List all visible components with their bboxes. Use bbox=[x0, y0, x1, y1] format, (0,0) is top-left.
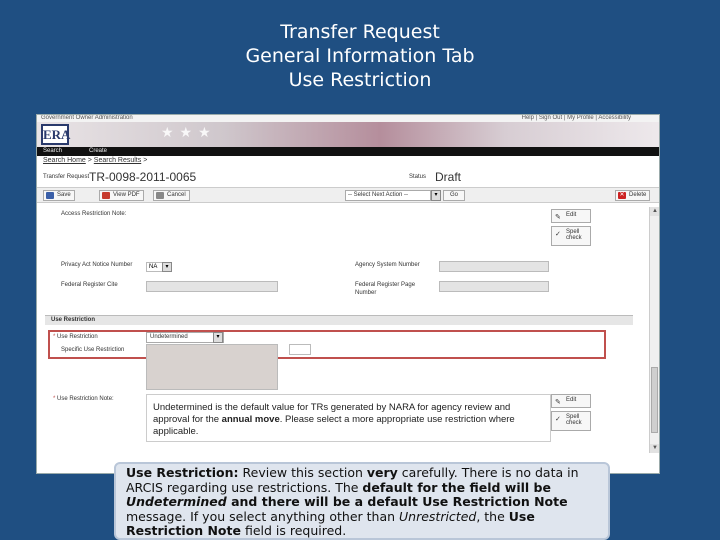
chevron-down-icon[interactable]: ▾ bbox=[213, 332, 223, 343]
next-action-select[interactable]: -- Select Next Action -- bbox=[345, 190, 431, 201]
use-restriction-note-text: Undetermined is the default value for TRs generated by NARA for agency review and approval for the annual move. Please select a more appropriate use restriction where applicable. bbox=[153, 402, 515, 437]
callout-text: field is required. bbox=[240, 523, 347, 538]
nav-create[interactable]: Create bbox=[89, 148, 108, 154]
cancel-label: Cancel bbox=[167, 192, 186, 198]
pencil-icon: ✎ bbox=[555, 214, 561, 221]
edit-button[interactable] bbox=[551, 209, 591, 223]
callout-emphasis: and there will be a default Use Restriction Note bbox=[226, 494, 568, 509]
breadcrumb-separator: > bbox=[85, 157, 94, 164]
spell-check-label: Spell check bbox=[566, 229, 582, 241]
edit-label: Edit bbox=[566, 212, 577, 218]
use-restriction-note-label-text: Use Restriction Note: bbox=[57, 396, 114, 402]
use-restriction-label: * Use Restriction bbox=[53, 334, 98, 340]
stars-decoration-icon: ★★★ bbox=[161, 124, 217, 140]
use-restriction-label-text: Use Restriction bbox=[57, 334, 98, 340]
era-banner bbox=[37, 115, 660, 147]
delete-button[interactable] bbox=[615, 190, 650, 201]
nav-search[interactable]: Search bbox=[43, 148, 63, 154]
top-bar-right-links[interactable]: Help | Sign Out | My Profile | Accessibility bbox=[521, 115, 631, 121]
callout-heading: Use Restriction: bbox=[126, 465, 239, 480]
save-label: Save bbox=[57, 192, 71, 198]
access-restriction-note-label: Access Restriction Note: bbox=[61, 211, 127, 217]
spell-check-label: Spell check bbox=[566, 414, 582, 426]
tr-label: Transfer Request bbox=[43, 174, 90, 180]
vertical-scrollbar[interactable] bbox=[649, 207, 659, 453]
federal-register-page-label: Federal Register Page Number bbox=[355, 282, 416, 296]
callout-text: Review this section bbox=[238, 465, 367, 480]
agency-system-number-label: Agency System Number bbox=[355, 262, 420, 268]
agency-system-number-input[interactable] bbox=[439, 261, 549, 272]
callout-emphasis: Undetermined bbox=[126, 494, 227, 509]
callout-emphasis: Unrestricted bbox=[399, 508, 477, 524]
explanation-callout bbox=[114, 462, 610, 540]
save-button[interactable] bbox=[43, 190, 75, 201]
callout-emphasis: very bbox=[366, 465, 398, 480]
spell-check-button[interactable] bbox=[551, 226, 591, 246]
slide-title bbox=[0, 20, 720, 92]
spell-check-button[interactable] bbox=[551, 411, 591, 431]
federal-register-cite-label: Federal Register Cite bbox=[61, 282, 118, 288]
view-pdf-button[interactable] bbox=[99, 190, 144, 201]
main-nav bbox=[37, 147, 660, 156]
go-button[interactable]: Go bbox=[443, 190, 465, 201]
slide-title-line-2: General Information Tab bbox=[245, 45, 475, 67]
status-label: Status bbox=[409, 174, 427, 180]
callout-emphasis: Use Restriction Note bbox=[126, 508, 535, 538]
close-icon: ✕ bbox=[619, 192, 625, 198]
specific-use-restriction-input[interactable] bbox=[289, 344, 311, 355]
spell-check-icon: ✓ bbox=[555, 416, 561, 423]
spell-check-icon: ✓ bbox=[555, 231, 561, 238]
delete-label: Delete bbox=[629, 192, 647, 198]
privacy-act-label: Privacy Act Notice Number bbox=[61, 262, 133, 268]
chevron-down-icon[interactable]: ▾ bbox=[431, 190, 441, 201]
slide-title-line-3: Use Restriction bbox=[288, 69, 432, 91]
slide-title-line-1: Transfer Request bbox=[280, 21, 440, 43]
scroll-up-icon[interactable]: ▲ bbox=[650, 207, 660, 216]
banner-top-bar bbox=[37, 115, 660, 122]
scroll-down-icon[interactable]: ▼ bbox=[650, 444, 660, 453]
tr-number: TR-0098-2011-0065 bbox=[89, 170, 197, 184]
top-bar-left-text: Government Owner Administration bbox=[41, 115, 133, 121]
breadcrumb bbox=[43, 157, 147, 164]
cancel-icon bbox=[156, 192, 164, 199]
scrollbar-thumb[interactable] bbox=[651, 367, 658, 433]
record-header bbox=[37, 169, 660, 183]
cancel-button[interactable] bbox=[153, 190, 190, 201]
breadcrumb-search-results[interactable]: Search Results bbox=[93, 157, 142, 164]
edit-label: Edit bbox=[566, 397, 577, 403]
section-header-use-restriction: Use Restriction bbox=[45, 315, 633, 325]
view-pdf-label: View PDF bbox=[113, 192, 140, 198]
edit-button[interactable] bbox=[551, 394, 591, 408]
use-restriction-note-label: * Use Restriction Note: bbox=[53, 396, 114, 402]
specific-use-restriction-label: Specific Use Restriction bbox=[61, 347, 125, 353]
chevron-down-icon[interactable]: ▾ bbox=[162, 262, 172, 272]
pencil-icon: ✎ bbox=[555, 399, 561, 406]
breadcrumb-search-home[interactable]: Search Home bbox=[43, 157, 86, 164]
privacy-act-select[interactable]: NA bbox=[146, 262, 172, 272]
action-toolbar bbox=[37, 187, 660, 203]
note-emphasis: annual move bbox=[221, 414, 280, 425]
status-value: Draft bbox=[435, 170, 462, 184]
use-restriction-select[interactable]: Undetermined bbox=[146, 332, 224, 343]
pdf-icon bbox=[102, 192, 110, 199]
save-icon bbox=[46, 192, 54, 199]
era-logo: ERA bbox=[41, 124, 69, 145]
specific-use-restriction-list[interactable] bbox=[146, 344, 278, 390]
federal-register-page-input[interactable] bbox=[439, 281, 549, 292]
federal-register-cite-input[interactable] bbox=[146, 281, 278, 292]
callout-emphasis: default for the field will be bbox=[362, 479, 551, 495]
highlight-box bbox=[48, 330, 606, 359]
callout-text: message. If you select anything other than bbox=[126, 508, 399, 524]
use-restriction-note-textarea[interactable] bbox=[146, 394, 551, 442]
breadcrumb-separator: > bbox=[141, 157, 148, 164]
era-screenshot bbox=[36, 114, 660, 474]
callout-text: carefully. There is no data in ARCIS regarding use restrictions. The bbox=[126, 465, 579, 495]
callout-text: , the bbox=[476, 508, 509, 524]
